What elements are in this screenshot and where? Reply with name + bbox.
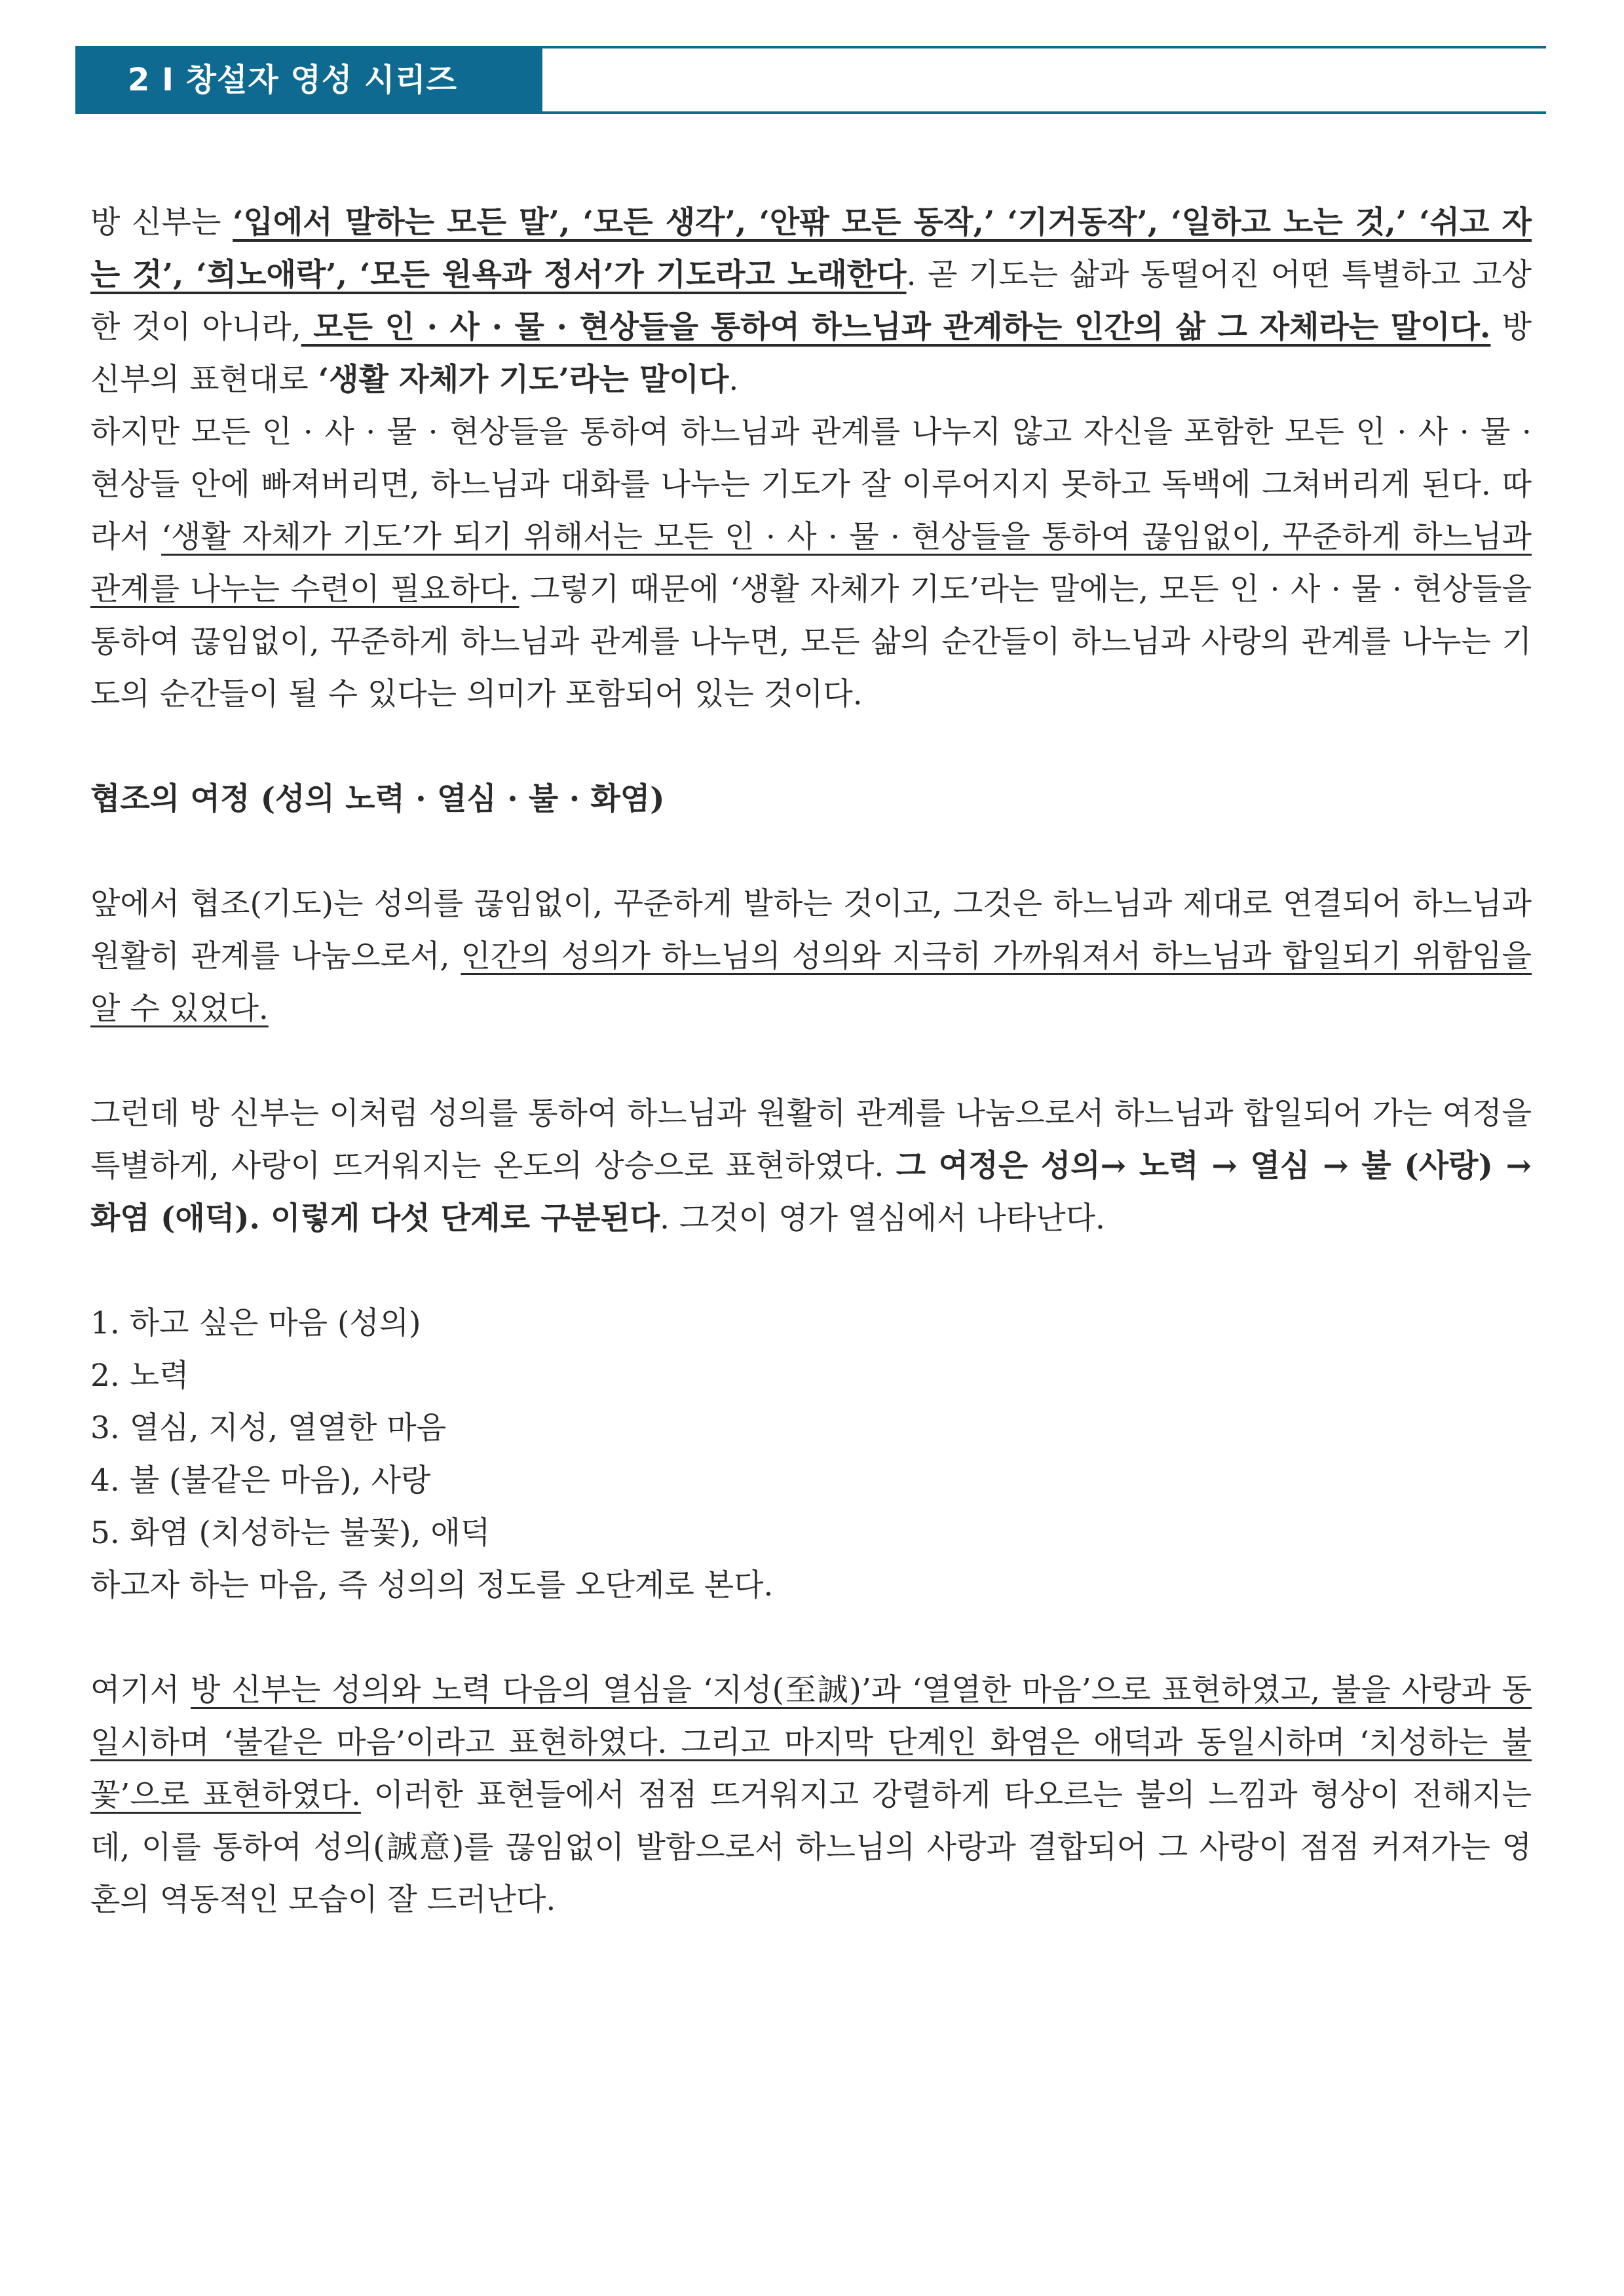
- p1-emphasis-2: 모든 인 · 사 · 물 · 현상들을 통하여 하느님과 관계하는 인간의 삶 그 자체라는 말이다.: [301, 309, 1491, 345]
- spacer: [90, 1612, 1532, 1664]
- stages-list: [90, 1297, 1532, 1559]
- p5-underlined: 방 신부는 성의와 노력 다음의 열심을 ‘지성(至誠)’과 ‘열열한 마음’으로 표현하였고, 불을 사랑과 동일시하며 ‘불같은 마음’이라고 표현하였다. 그리고 마지막 단계인 화염은 애덕과 동일시하며 ‘치성하는 불꽃’으로 표현하였다.: [90, 1672, 1532, 1813]
- p1-text-1: 방 신부는: [90, 204, 233, 240]
- list-item: 5. 화염 (치성하는 불꽃), 애덕: [90, 1515, 491, 1551]
- paragraph-3: [90, 878, 1532, 1035]
- p1-emphasis-3: ‘생활 자체가 기도’라는 말이다: [318, 362, 729, 398]
- spacer: [90, 826, 1532, 878]
- list-item: 2. 노력: [90, 1358, 189, 1394]
- header-title-box: [75, 46, 542, 114]
- p1-text-3: 방 신부의 표현대로: [90, 309, 1532, 398]
- p5-text-1: 여기서: [90, 1672, 191, 1708]
- page-header: [75, 46, 1546, 114]
- spacer: [90, 1245, 1532, 1297]
- p1-text-2: . 곧 기도는 삶과 동떨어진 어떤 특별하고 고상한 것이 아니라,: [90, 257, 1532, 345]
- header-title: 2 I 창설자 영성 시리즈: [128, 62, 458, 98]
- section-heading: 협조의 여정 (성의 노력 · 열심 · 불 · 화염): [90, 781, 665, 817]
- p2-underlined: ‘생활 자체가 기도’가 되기 위해서는 모든 인 · 사 · 물 · 현상들을 통하여 끊임없이, 꾸준하게 하느님과 관계를 나누는 수련이 필요하다.: [90, 519, 1532, 607]
- p1-emphasis-1: ‘입에서 말하는 모든 말’, ‘모든 생각’, ‘안팎 모든 동작,’ ‘기거동작’, ‘일하고 노는 것,’ ‘쉬고 자는 것’, ‘희노애락’, ‘모든 원욕과 정서’가 기도라고 노래한다: [90, 204, 1532, 293]
- list-item: 3. 열심, 지성, 열열한 마음: [90, 1410, 447, 1446]
- list-summary: 하고자 하는 마음, 즉 성의의 정도를 오단계로 본다.: [90, 1567, 774, 1603]
- p1-text-4: .: [728, 362, 739, 398]
- p3-underlined: 인간의 성의가 하느님의 성의와 지극히 가까워져서 하느님과 합일되기 위함임을 알 수 있었다.: [90, 938, 1532, 1027]
- paragraph-1: [90, 197, 1532, 406]
- header-rule-top: [542, 46, 1546, 48]
- paragraph-4: [90, 1088, 1532, 1245]
- spacer: [90, 721, 1532, 773]
- p4-text-1: 그런데 방 신부는 이처럼 성의를 통하여 하느님과 원활히 관계를 나눔으로서 하느님과 합일되어 가는 여정을 특별하게, 사랑이 뜨거워지는 온도의 상승으로 표현하였다.: [90, 1096, 1532, 1184]
- paragraph-2: [90, 406, 1532, 721]
- p4-text-2: . 그것이 영가 열심에서 나타난다.: [660, 1200, 1105, 1236]
- p4-emphasis: 그 여정은 성의→ 노력 → 열심 → 불 (사랑) → 화염 (애덕). 이렇게 다섯 단계로 구분된다: [90, 1148, 1532, 1236]
- list-item: 1. 하고 싶은 마음 (성의): [90, 1305, 421, 1341]
- list-item: 4. 불 (불같은 마음), 사랑: [90, 1463, 431, 1499]
- p2-text-1: 하지만 모든 인 · 사 · 물 · 현상들을 통하여 하느님과 관계를 나누지 않고 자신을 포함한 모든 인 · 사 · 물 · 현상들 안에 빠져버리면, 하느님과 대화를 나누는 기도가 잘 이루어지지 못하고 독백에 그쳐버리게 된다. 따라서: [90, 414, 1532, 555]
- header-rule-bottom: [542, 111, 1546, 114]
- p5-text-2: 이러한 표현들에서 점점 뜨거워지고 강렬하게 타오르는 불의 느낌과 형상이 전해지는데, 이를 통하여 성의(誠意)를 끊임없이 발함으로서 하느님의 사랑과 결합되어 그 사랑이 점점 커져가는 영혼의 역동적인 모습이 잘 드러난다.: [90, 1777, 1532, 1918]
- document-body: [90, 197, 1532, 1926]
- p3-text-1: 앞에서 협조(기도)는 성의를 끊임없이, 꾸준하게 발하는 것이고, 그것은 하느님과 제대로 연결되어 하느님과 원활히 관계를 나눔으로서,: [90, 886, 1532, 974]
- p2-text-2: 그렇기 때문에 ‘생활 자체가 기도’라는 말에는, 모든 인 · 사 · 물 · 현상들을 통하여 끊임없이, 꾸준하게 하느님과 관계를 나누면, 모든 삶의 순간들이 하느님과 사랑의 관계를 나누는 기도의 순간들이 될 수 있다는 의미가 포함되어 있는 것이다.: [90, 571, 1532, 712]
- paragraph-5: [90, 1664, 1532, 1926]
- spacer: [90, 1035, 1532, 1088]
